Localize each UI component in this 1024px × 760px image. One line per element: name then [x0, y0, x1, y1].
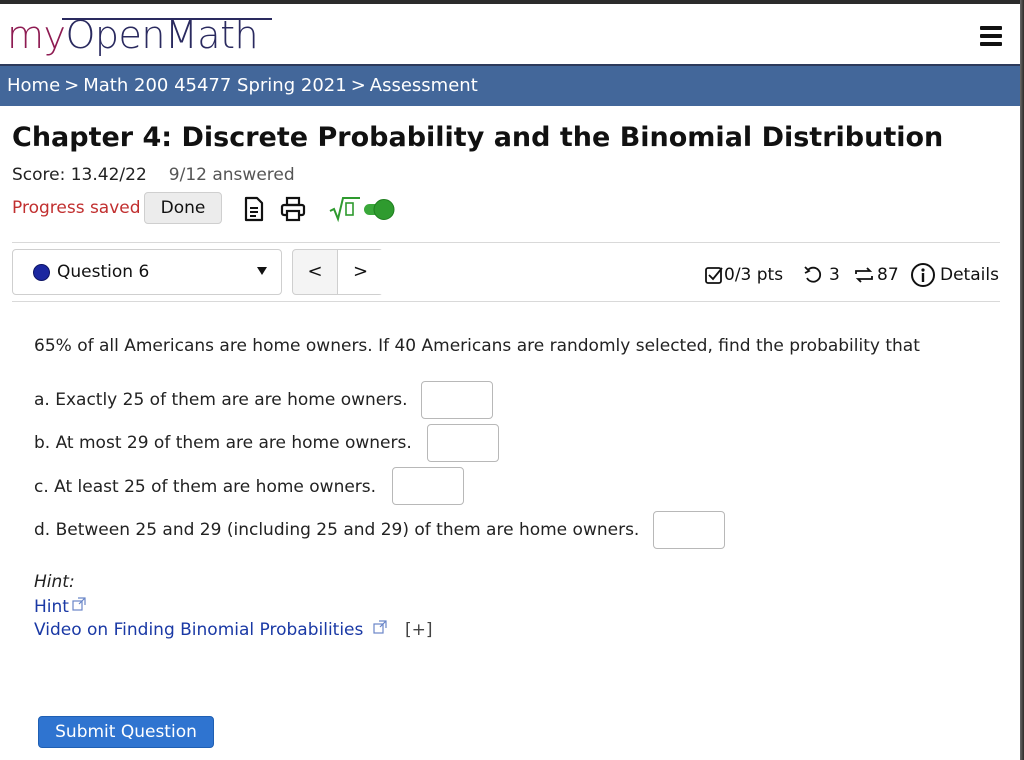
breadcrumb-separator: > — [64, 75, 80, 96]
breadcrumb-home[interactable]: Home — [7, 75, 61, 96]
attempts-count: 87 — [877, 265, 899, 285]
part-c-label: c. At least 25 of them are home owners. — [34, 477, 377, 497]
part-b-label: b. At most 29 of them are are home owners. — [34, 433, 412, 453]
video-link[interactable] — [34, 620, 387, 640]
question-meta — [0, 262, 1020, 288]
printer-icon[interactable] — [280, 196, 306, 222]
points-indicator — [704, 262, 783, 288]
retries-count: 3 — [829, 265, 840, 285]
breadcrumb-current: Assessment — [369, 75, 478, 96]
video-link-text: Video on Finding Binomial Probabilities — [34, 620, 364, 640]
hint-heading: Hint: — [34, 572, 75, 592]
done-button[interactable]: Done — [144, 192, 222, 224]
divider — [12, 242, 1000, 243]
math-entry-toggle[interactable] — [328, 195, 400, 223]
divider — [12, 301, 1000, 302]
details-label: Details — [940, 265, 999, 285]
breadcrumb-course[interactable]: Math 200 45477 Spring 2021 — [83, 75, 347, 96]
checkbox-icon — [704, 265, 724, 285]
retries-indicator — [803, 262, 840, 288]
document-icon[interactable] — [243, 196, 267, 222]
logo-my: my — [7, 13, 66, 57]
retry-icon — [803, 265, 823, 285]
attempts-indicator — [853, 262, 899, 288]
previous-question-button[interactable]: < — [293, 250, 338, 294]
part-b-answer-input[interactable] — [427, 424, 499, 462]
page-title: Chapter 4: Discrete Probability and the Binomial Distribution — [12, 122, 944, 153]
progress-saved-status: Progress saved — [12, 198, 141, 218]
hint-link[interactable] — [34, 597, 86, 617]
next-question-button[interactable]: > — [338, 250, 383, 294]
window-right-edge — [1020, 0, 1024, 760]
question-prompt: 65% of all Americans are home owners. If 40 Americans are randomly selected, find the probability that — [34, 336, 920, 356]
breadcrumb — [0, 64, 1020, 106]
info-icon — [910, 262, 936, 288]
site-header — [0, 4, 1020, 64]
logo-openmath: OpenMath — [65, 13, 259, 57]
part-d-answer-input[interactable] — [653, 511, 725, 549]
myopenmath-logo[interactable] — [7, 12, 258, 58]
score-text: Score: 13.42/22 — [12, 165, 147, 185]
score-line — [12, 165, 295, 185]
answered-count: 9/12 answered — [168, 165, 295, 185]
attempts-cycle-icon — [853, 265, 875, 285]
external-link-icon — [72, 597, 86, 611]
points-text: 0/3 pts — [724, 265, 784, 285]
part-a-answer-input[interactable] — [421, 381, 493, 419]
part-a-label: a. Exactly 25 of them are are home owners. — [34, 390, 408, 410]
question-select-label: Question 6 — [57, 262, 150, 282]
hamburger-menu-icon[interactable] — [980, 26, 1002, 48]
part-d-label: d. Between 25 and 29 (including 25 and 29) of them are home owners. — [34, 520, 640, 540]
hint-link-text: Hint — [34, 597, 69, 617]
external-link-icon — [373, 620, 387, 634]
submit-question-button[interactable]: Submit Question — [38, 716, 214, 748]
expand-video-button[interactable]: [+] — [405, 620, 433, 640]
part-c-answer-input[interactable] — [392, 467, 464, 505]
breadcrumb-separator: > — [350, 75, 366, 96]
details-button[interactable] — [910, 262, 999, 288]
